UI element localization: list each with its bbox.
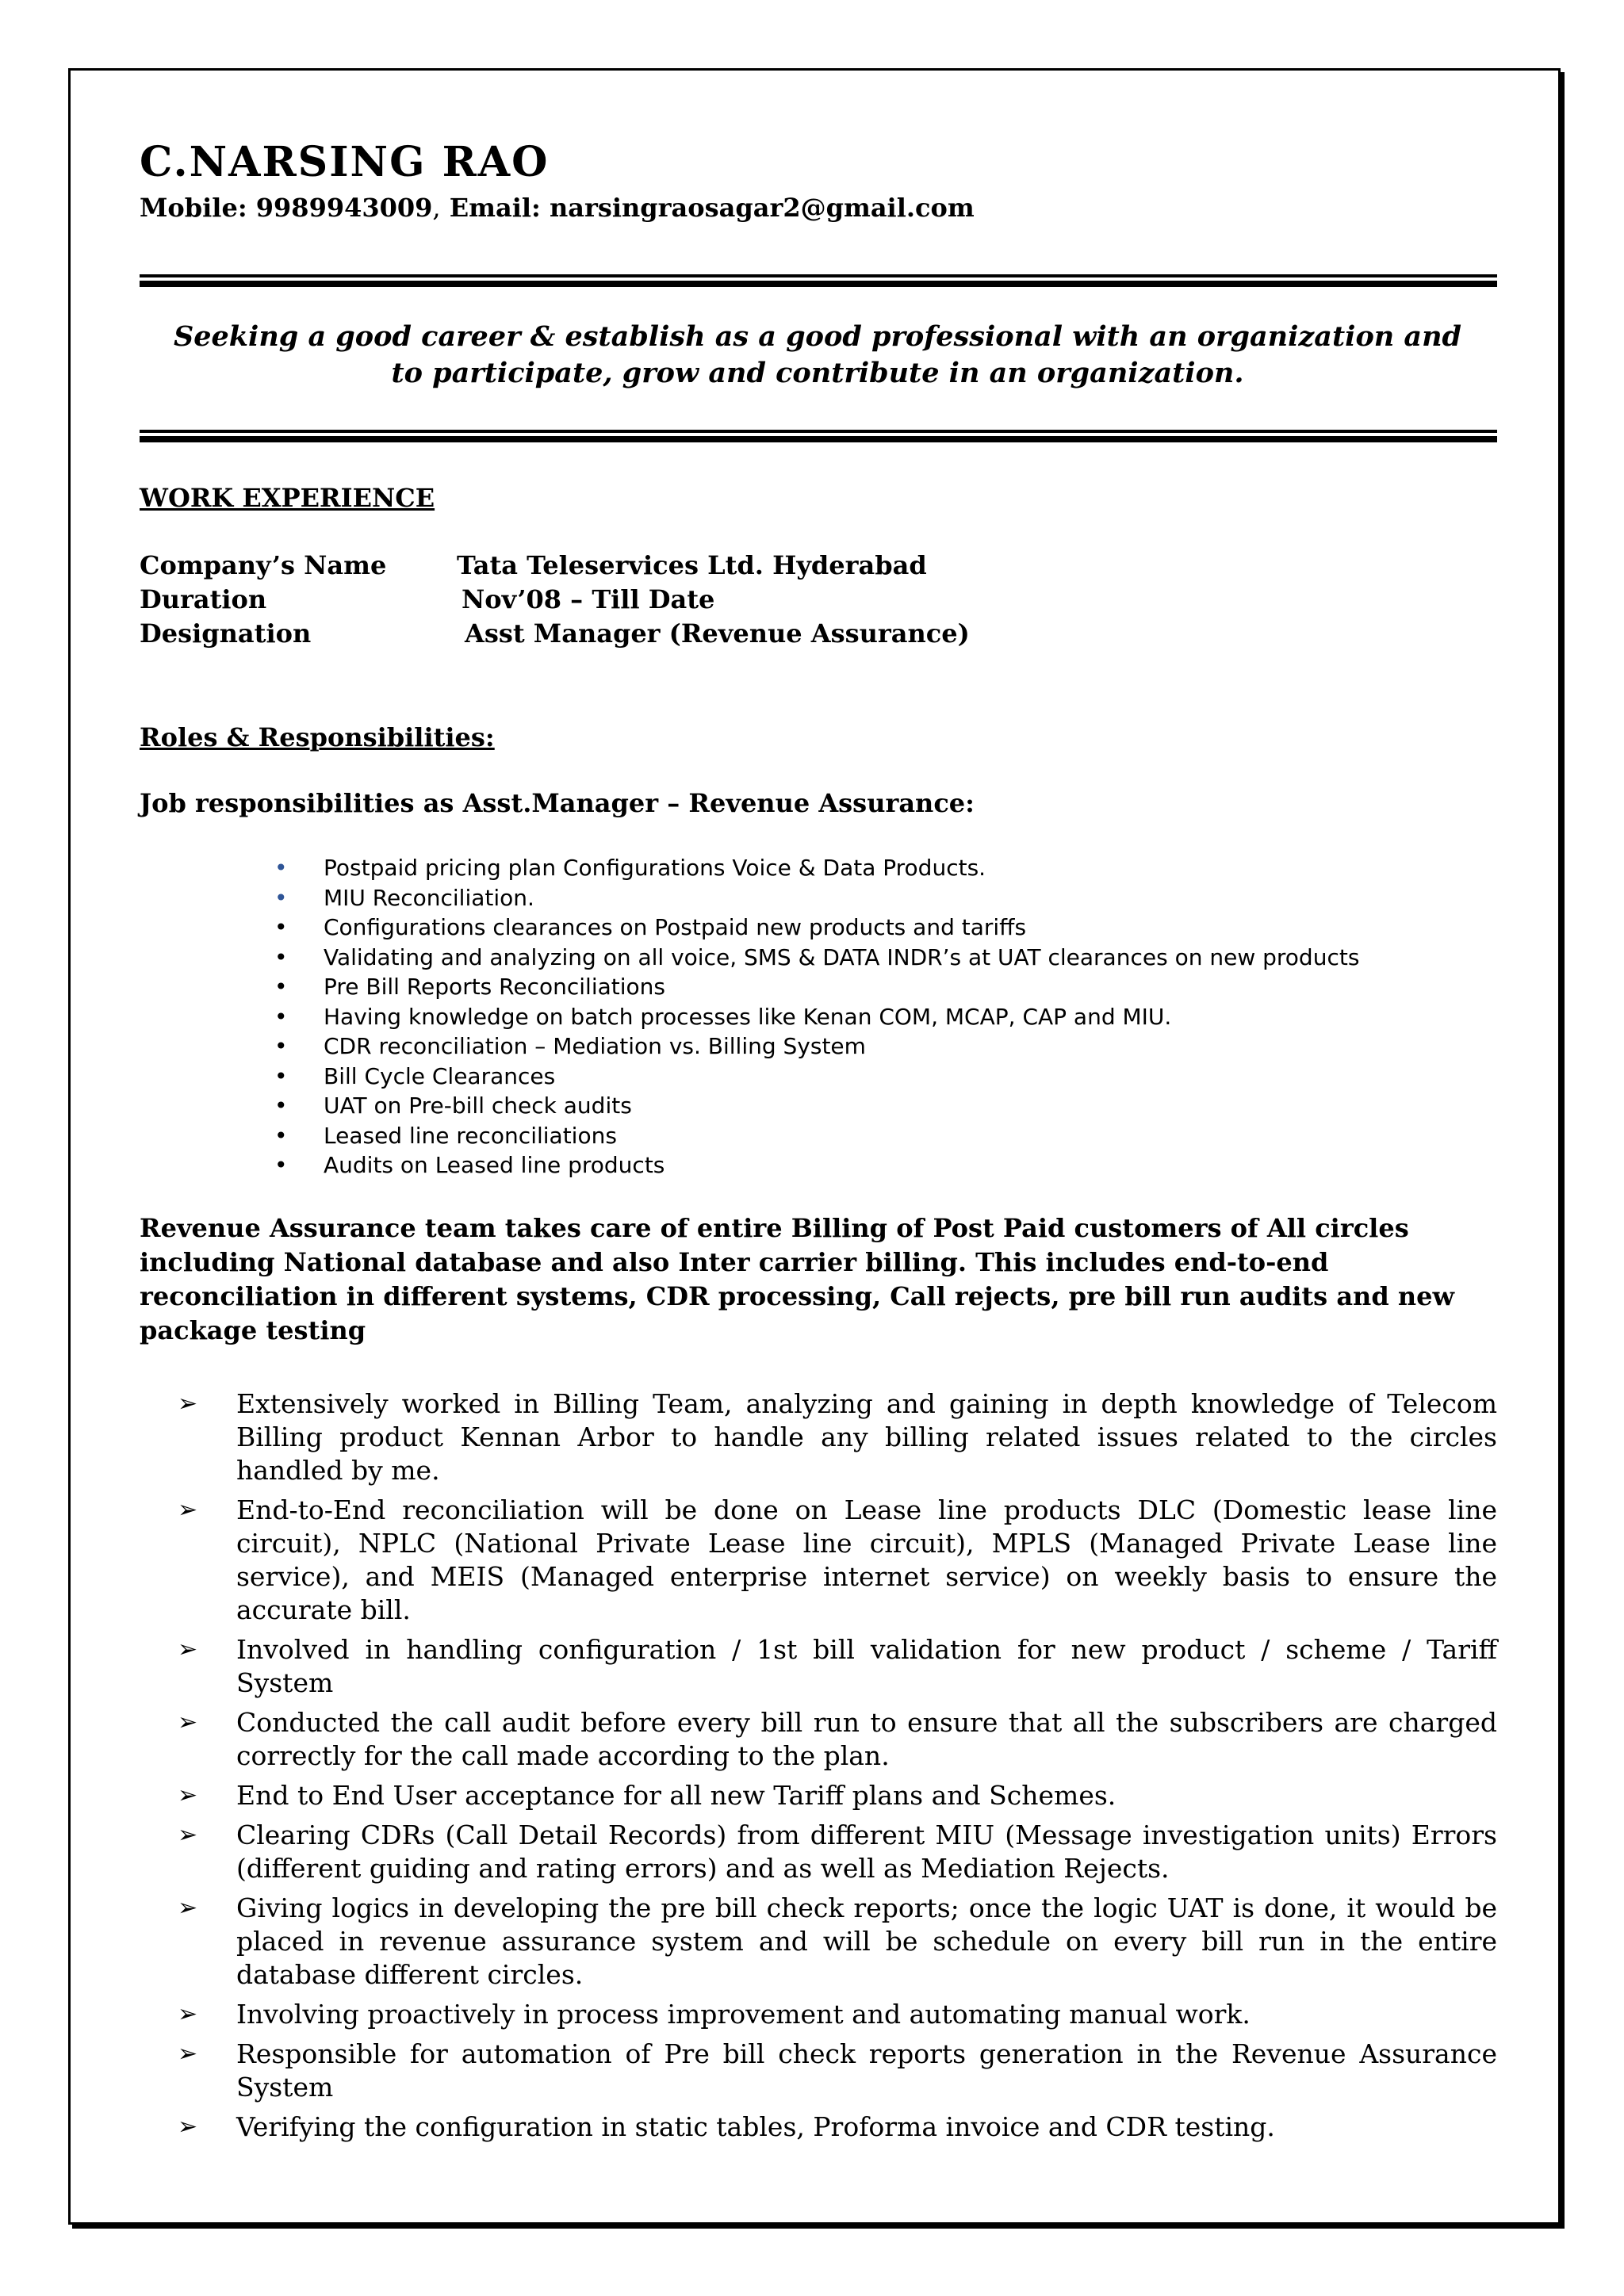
team-summary: Revenue Assurance team takes care of entire Billing of Post Paid customers of All circles including National database and also Inter carrier billing. This includes end-to-end reconciliation in different systems, CDR processing, Call rejects, pre bill run audits and new package testing: [140, 1213, 1454, 1345]
achievements-list: [178, 1387, 1497, 2150]
list-item: ➢ End to End User acceptance for all new Tariff plans and Schemes.: [178, 1780, 1116, 1811]
list-item: • UAT on Pre-bill check audits: [274, 1093, 632, 1119]
responsibilities-list: [274, 853, 1360, 1181]
roles-heading: Roles & Responsibilities:: [140, 722, 495, 752]
arrow-bullet-icon: ➢: [178, 1709, 198, 1736]
list-item: ➢ Conducted the call audit before every bill run to ensure that all the subscribers are charged correctly for the call made according to the plan.: [178, 1707, 1497, 1771]
company-label: Company’s Name: [140, 550, 387, 580]
list-item: • Having knowledge on batch processes like Kenan COM, MCAP, CAP and MIU.: [274, 1003, 1172, 1030]
work-experience-heading: WORK EXPERIENCE: [140, 483, 435, 513]
list-item: • MIU Reconciliation.: [274, 884, 534, 911]
list-item: ➢ End-to-End reconciliation will be done on Lease line products DLC (Domestic lease line circuit), NPLC (National Private Lease line circuit), MPLS (Managed Private Lease line service), and MEIS (Managed enterprise internet service) on weekly basis to ensure the accurate bill.: [178, 1494, 1497, 1625]
list-item: ➢ Responsible for automation of Pre bill check reports generation in the Revenue Assurance System: [178, 2038, 1497, 2103]
list-item: ➢ Extensively worked in Billing Team, analyzing and gaining in depth knowledge of Telecom Billing product Kennan Arbor to handle any billing related issues related to the circles handled by me.: [178, 1388, 1497, 1486]
arrow-bullet-icon: ➢: [178, 1821, 198, 1849]
duration-label: Duration: [140, 584, 267, 614]
list-item: ➢ Clearing CDRs (Call Detail Records) from different MIU (Message investigation units) Errors (different guiding and rating errors) and as well as Mediation Rejects.: [178, 1820, 1497, 1884]
list-item: ➢ Involved in handling configuration / 1st bill validation for new product / scheme / Tariff System: [178, 1634, 1497, 1698]
list-item: • Validating and analyzing on all voice, SMS & DATA INDR’s at UAT clearances on new products: [274, 943, 1360, 970]
list-item: • Postpaid pricing plan Configurations Voice & Data Products.: [274, 855, 986, 881]
list-item: ➢ Giving logics in developing the pre bill check reports; once the logic UAT is done, it would be placed in revenue assurance system and will be schedule on every bill run in the entire database different circles.: [178, 1892, 1497, 1990]
career-objective: [140, 319, 1496, 392]
company-value: Tata Teleservices Ltd. Hyderabad: [457, 550, 927, 580]
objective-line-1: Seeking a good career & establish as a good professional with an organization and: [173, 320, 1462, 353]
list-item: ➢ Verifying the configuration in static tables, Proforma invoice and CDR testing.: [178, 2111, 1275, 2142]
mobile-number: 9989943009: [255, 193, 433, 223]
email-label: Email:: [449, 193, 541, 223]
arrow-bullet-icon: ➢: [178, 1496, 198, 1524]
arrow-bullet-icon: ➢: [178, 1781, 198, 1809]
list-item: • Pre Bill Reports Reconciliations: [274, 974, 665, 1000]
list-item: • Audits on Leased line products: [274, 1152, 665, 1178]
list-item: • Leased line reconciliations: [274, 1122, 617, 1149]
contact-line: [140, 190, 1496, 225]
duration-row: [140, 583, 714, 617]
arrow-bullet-icon: ➢: [178, 2000, 198, 2028]
divider-bottom: [140, 430, 1497, 442]
resume-content: [140, 135, 1497, 2142]
designation-value: Asst Manager (Revenue Assurance): [465, 618, 970, 649]
list-item: • Configurations clearances on Postpaid new products and tariffs: [274, 914, 1027, 940]
email-address: narsingraosagar2@gmail.com: [549, 193, 975, 223]
objective-line-2: to participate, grow and contribute in an organization.: [391, 357, 1244, 389]
roles-subheading: Job responsibilities as Asst.Manager – Revenue Assurance:: [140, 788, 975, 818]
list-item: • Bill Cycle Clearances: [274, 1062, 556, 1089]
mobile-label: Mobile:: [140, 193, 247, 223]
list-item: ➢ Involving proactively in process improvement and automating manual work.: [178, 1999, 1251, 2030]
company-row: [140, 549, 927, 583]
arrow-bullet-icon: ➢: [178, 1894, 198, 1922]
designation-label: Designation: [140, 618, 312, 649]
arrow-bullet-icon: ➢: [178, 2040, 198, 2068]
candidate-name: C.NARSING RAO: [140, 138, 550, 186]
duration-value: Nov’08 – Till Date: [462, 584, 715, 614]
divider-top: [140, 274, 1497, 287]
arrow-bullet-icon: ➢: [178, 1636, 198, 1663]
list-item: • CDR reconciliation – Mediation vs. Billing System: [274, 1033, 866, 1059]
arrow-bullet-icon: ➢: [178, 1390, 198, 1418]
designation-row: [140, 617, 970, 651]
contact-separator: ,: [432, 193, 441, 223]
arrow-bullet-icon: ➢: [178, 2113, 198, 2141]
